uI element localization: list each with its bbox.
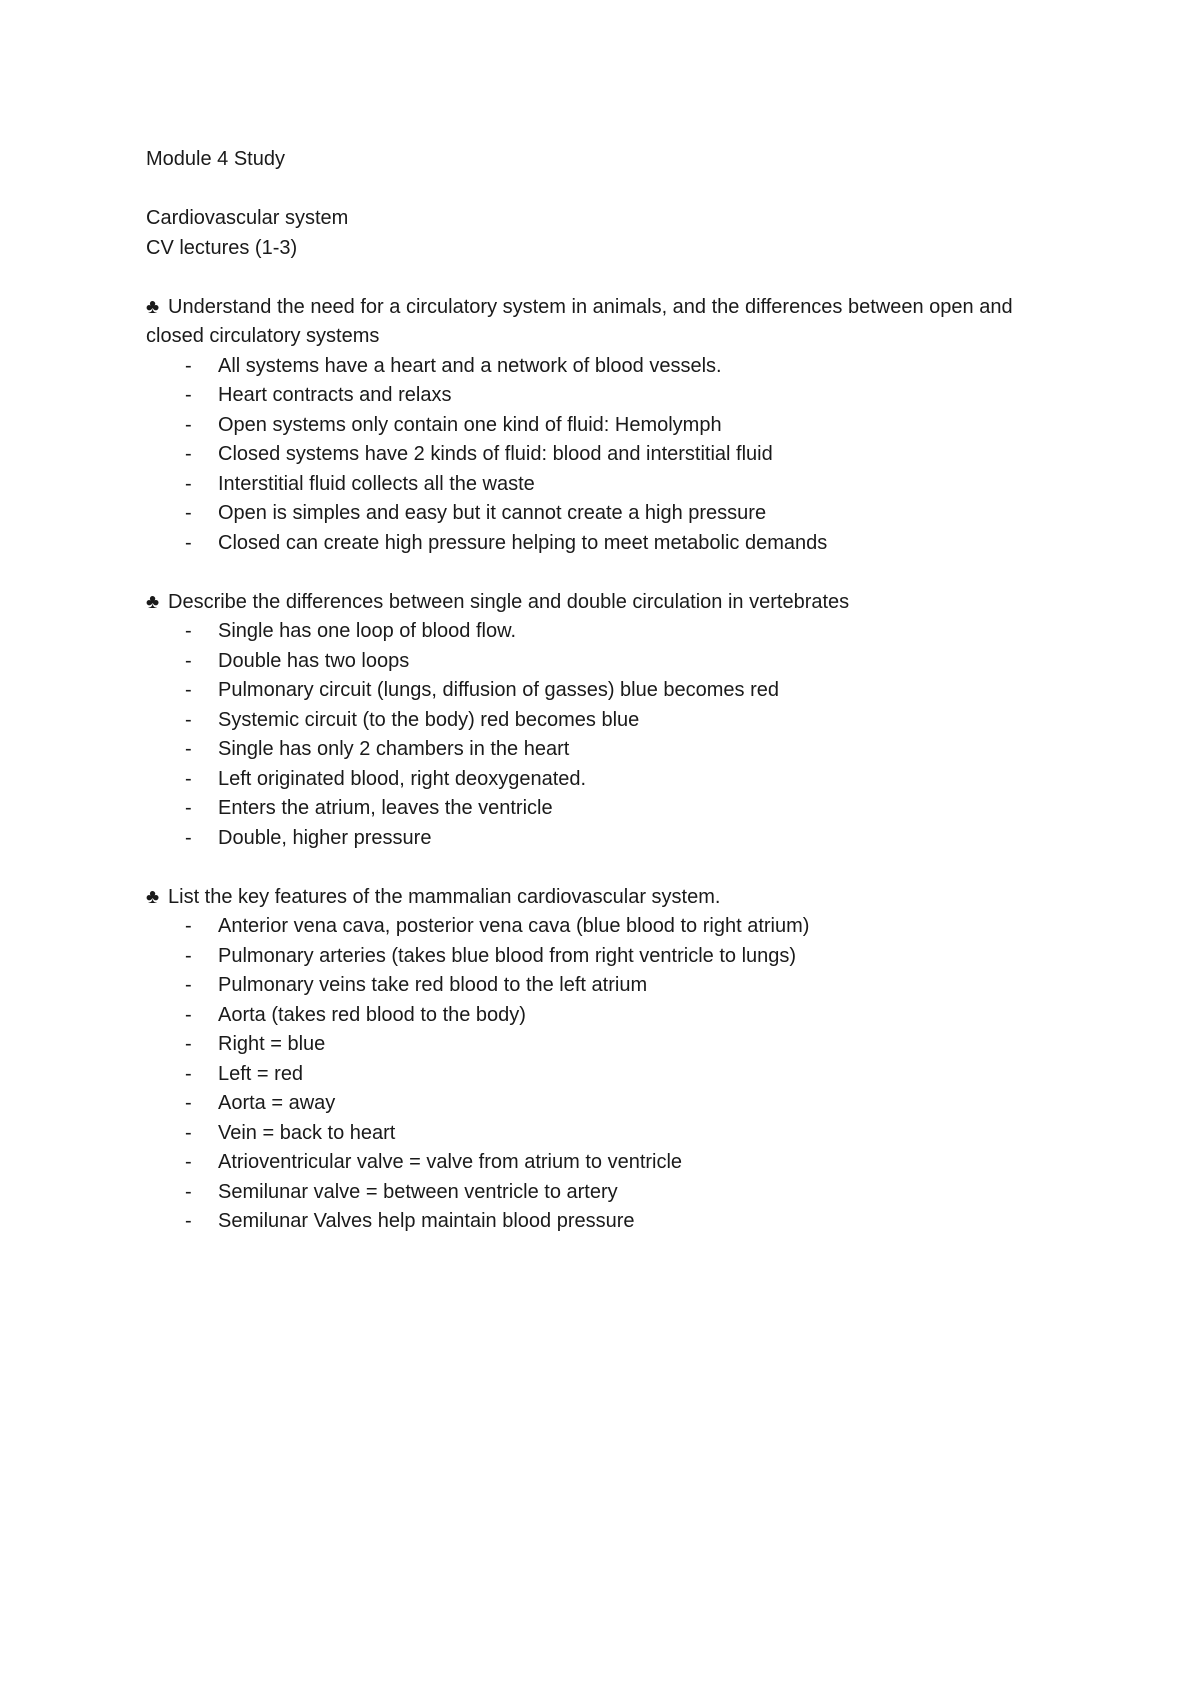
list-item-text: Semilunar valve = between ventricle to artery <box>218 1180 618 1203</box>
list-item-text: Open is simples and easy but it cannot create a high pressure <box>218 502 767 524</box>
spacer <box>146 558 1046 588</box>
objective-heading <box>146 293 1046 352</box>
list-item-text: Closed can create high pressure helping to meet metabolic demands <box>218 531 828 554</box>
dash-icon: - <box>185 1210 192 1232</box>
list-item <box>146 971 1046 1001</box>
list-item <box>146 1119 1046 1149</box>
dash-icon: - <box>185 531 192 554</box>
list-item <box>146 1148 1046 1178</box>
list-item <box>146 1001 1046 1031</box>
dash-icon: - <box>185 826 192 849</box>
list-item <box>146 499 1046 529</box>
dash-icon: - <box>185 649 192 672</box>
list-item-text: All systems have a heart and a network of blood vessels. <box>218 354 722 377</box>
list-item-text: Pulmonary veins take red blood to the left atrium <box>218 974 648 996</box>
list-item <box>146 706 1046 736</box>
objective-heading <box>146 588 1046 618</box>
list-item <box>146 794 1046 824</box>
dash-icon: - <box>185 1180 192 1203</box>
lectures-line: CV lectures (1-3) <box>146 236 298 259</box>
list-item <box>146 1178 1046 1208</box>
dash-icon: - <box>185 797 192 819</box>
club-bullet-icon: ♣ <box>146 295 160 318</box>
list-item-text: Vein = back to heart <box>218 1121 396 1144</box>
spacer <box>146 175 1046 205</box>
list-item-text: Systemic circuit (to the body) red becomes blue <box>218 708 640 731</box>
dash-icon: - <box>185 502 192 524</box>
dash-icon: - <box>185 1121 192 1144</box>
dash-icon: - <box>185 620 192 642</box>
dash-icon: - <box>185 413 192 436</box>
list-item <box>146 617 1046 647</box>
list-item-text: Heart contracts and relaxs <box>218 384 452 406</box>
spacer <box>146 263 1046 293</box>
list-item <box>146 912 1046 942</box>
dash-icon: - <box>185 974 192 996</box>
dash-icon: - <box>185 1062 192 1085</box>
list-item-text: Double has two loops <box>218 649 410 672</box>
list-item-text: Open systems only contain one kind of fluid: Hemolymph <box>218 413 722 436</box>
list-item <box>146 529 1046 559</box>
list-item <box>146 440 1046 470</box>
list-item-text: Double, higher pressure <box>218 826 432 849</box>
dash-icon: - <box>185 1151 192 1173</box>
bullet-list <box>146 352 1046 559</box>
list-item-text: Anterior vena cava, posterior vena cava (blue blood to right atrium) <box>218 915 810 937</box>
list-item-text: Pulmonary arteries (takes blue blood from right ventricle to lungs) <box>218 944 797 967</box>
spacer <box>146 853 1046 883</box>
list-item <box>146 942 1046 972</box>
document-title: Module 4 Study <box>146 148 285 170</box>
dash-icon: - <box>185 384 192 406</box>
dash-icon: - <box>185 1092 192 1114</box>
list-item <box>146 1207 1046 1237</box>
list-item <box>146 352 1046 382</box>
list-item <box>146 676 1046 706</box>
objective-text: List the key features of the mammalian cardiovascular system. <box>168 885 721 908</box>
list-item-text: Left originated blood, right deoxygenated. <box>218 767 587 790</box>
objective-heading <box>146 883 1046 913</box>
list-item-text: Single has one loop of blood flow. <box>218 620 516 642</box>
list-item <box>146 1089 1046 1119</box>
dash-icon: - <box>185 443 192 465</box>
dash-icon: - <box>185 472 192 495</box>
list-item-text: Left = red <box>218 1062 304 1085</box>
section-circulatory-need <box>146 293 1046 559</box>
list-item-text: Pulmonary circuit (lungs, diffusion of gasses) blue becomes red <box>218 679 780 701</box>
list-item <box>146 824 1046 854</box>
list-item-text: Enters the atrium, leaves the ventricle <box>218 797 553 819</box>
dash-icon: - <box>185 1003 192 1026</box>
club-bullet-icon: ♣ <box>146 590 160 613</box>
list-item <box>146 411 1046 441</box>
list-item-text: Atrioventricular valve = valve from atrium to ventricle <box>218 1151 683 1173</box>
list-item <box>146 381 1046 411</box>
dash-icon: - <box>185 944 192 967</box>
list-item <box>146 1060 1046 1090</box>
list-item <box>146 1030 1046 1060</box>
subject-line: Cardiovascular system <box>146 207 349 229</box>
list-item-text: Aorta = away <box>218 1092 336 1114</box>
section-mammalian-features <box>146 883 1046 1237</box>
list-item-text: Interstitial fluid collects all the waste <box>218 472 535 495</box>
dash-icon: - <box>185 679 192 701</box>
list-item <box>146 470 1046 500</box>
dash-icon: - <box>185 738 192 760</box>
objective-text: Describe the differences between single and double circulation in vertebrates <box>168 590 850 613</box>
list-item <box>146 765 1046 795</box>
bullet-list <box>146 617 1046 853</box>
objective-text: Understand the need for a circulatory system in animals, and the differences between open and closed circulatory systems <box>146 295 1013 347</box>
club-bullet-icon: ♣ <box>146 885 160 908</box>
section-single-double-circulation <box>146 588 1046 854</box>
dash-icon: - <box>185 1033 192 1055</box>
list-item-text: Aorta (takes red blood to the body) <box>218 1003 526 1026</box>
list-item-text: Single has only 2 chambers in the heart <box>218 738 570 760</box>
dash-icon: - <box>185 915 192 937</box>
list-item <box>146 735 1046 765</box>
list-item-text: Semilunar Valves help maintain blood pressure <box>218 1210 635 1232</box>
list-item-text: Right = blue <box>218 1033 326 1055</box>
dash-icon: - <box>185 354 192 377</box>
bullet-list <box>146 912 1046 1237</box>
dash-icon: - <box>185 708 192 731</box>
dash-icon: - <box>185 767 192 790</box>
document-body <box>146 145 1046 1237</box>
list-item <box>146 647 1046 677</box>
list-item-text: Closed systems have 2 kinds of fluid: blood and interstitial fluid <box>218 443 773 465</box>
